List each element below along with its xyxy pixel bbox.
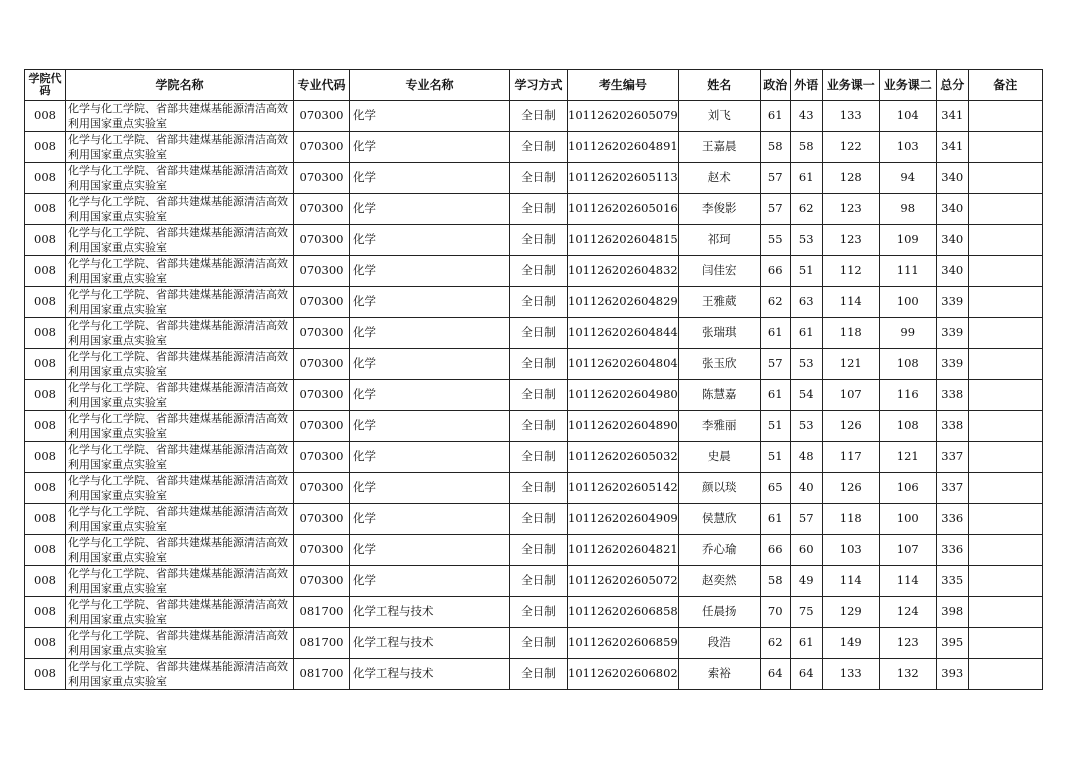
college-name-cell: 化学与化工学院、省部共建煤基能源清洁高效利用国家重点实验室 [66, 286, 294, 317]
exam-id-cell: 101126202604821 [568, 534, 679, 565]
total-score-cell: 338 [936, 410, 968, 441]
course-2-score-cell: 107 [879, 534, 936, 565]
course-1-score-cell: 121 [822, 348, 879, 379]
student-name-cell: 赵术 [678, 162, 760, 193]
course-1-score-cell: 128 [822, 162, 879, 193]
foreign-language-score-cell: 53 [790, 410, 822, 441]
student-name-cell: 段浩 [678, 627, 760, 658]
course-2-score-cell: 99 [879, 317, 936, 348]
header-total: 总分 [936, 70, 968, 101]
total-score-cell: 340 [936, 224, 968, 255]
college-code-cell: 008 [25, 286, 66, 317]
college-name-cell: 化学与化工学院、省部共建煤基能源清洁高效利用国家重点实验室 [66, 255, 294, 286]
major-code-cell: 070300 [294, 441, 350, 472]
college-name-cell: 化学与化工学院、省部共建煤基能源清洁高效利用国家重点实验室 [66, 441, 294, 472]
student-name-cell: 陈慧嘉 [678, 379, 760, 410]
header-foreign-language: 外语 [790, 70, 822, 101]
header-exam-id: 考生编号 [568, 70, 679, 101]
total-score-cell: 393 [936, 658, 968, 689]
course-2-score-cell: 100 [879, 286, 936, 317]
course-1-score-cell: 133 [822, 658, 879, 689]
student-name-cell: 赵奕然 [678, 565, 760, 596]
header-row [25, 70, 1043, 101]
exam-id-cell: 101126202605072 [568, 565, 679, 596]
student-name-cell: 乔心瑜 [678, 534, 760, 565]
college-code-cell: 008 [25, 162, 66, 193]
student-name-cell: 祁珂 [678, 224, 760, 255]
major-name-cell: 化学 [350, 379, 510, 410]
student-name-cell: 颜以琰 [678, 472, 760, 503]
total-score-cell: 335 [936, 565, 968, 596]
student-name-cell: 刘飞 [678, 100, 760, 131]
student-name-cell: 李俊影 [678, 193, 760, 224]
course-1-score-cell: 126 [822, 472, 879, 503]
table-row [25, 503, 1043, 534]
major-code-cell: 070300 [294, 286, 350, 317]
exam-id-cell: 101126202604980 [568, 379, 679, 410]
college-code-cell: 008 [25, 410, 66, 441]
table-row [25, 224, 1043, 255]
remarks-cell [968, 627, 1042, 658]
exam-id-cell: 101126202606802 [568, 658, 679, 689]
politics-score-cell: 66 [760, 534, 790, 565]
study-mode-cell: 全日制 [510, 472, 568, 503]
politics-score-cell: 57 [760, 193, 790, 224]
header-remarks: 备注 [968, 70, 1042, 101]
student-name-cell: 索裕 [678, 658, 760, 689]
major-code-cell: 070300 [294, 565, 350, 596]
header-college-name: 学院名称 [66, 70, 294, 101]
politics-score-cell: 61 [760, 503, 790, 534]
major-name-cell: 化学工程与技术 [350, 596, 510, 627]
college-name-cell: 化学与化工学院、省部共建煤基能源清洁高效利用国家重点实验室 [66, 503, 294, 534]
major-name-cell: 化学 [350, 193, 510, 224]
foreign-language-score-cell: 61 [790, 627, 822, 658]
remarks-cell [968, 193, 1042, 224]
college-name-cell: 化学与化工学院、省部共建煤基能源清洁高效利用国家重点实验室 [66, 162, 294, 193]
student-name-cell: 任晨扬 [678, 596, 760, 627]
course-2-score-cell: 106 [879, 472, 936, 503]
student-name-cell: 李雅丽 [678, 410, 760, 441]
college-name-cell: 化学与化工学院、省部共建煤基能源清洁高效利用国家重点实验室 [66, 534, 294, 565]
major-name-cell: 化学 [350, 131, 510, 162]
politics-score-cell: 62 [760, 627, 790, 658]
politics-score-cell: 57 [760, 162, 790, 193]
college-code-cell: 008 [25, 503, 66, 534]
college-code-cell: 008 [25, 255, 66, 286]
major-code-cell: 070300 [294, 503, 350, 534]
major-code-cell: 070300 [294, 193, 350, 224]
course-2-score-cell: 109 [879, 224, 936, 255]
college-code-cell: 008 [25, 441, 66, 472]
total-score-cell: 339 [936, 348, 968, 379]
foreign-language-score-cell: 57 [790, 503, 822, 534]
study-mode-cell: 全日制 [510, 162, 568, 193]
foreign-language-score-cell: 48 [790, 441, 822, 472]
remarks-cell [968, 658, 1042, 689]
politics-score-cell: 58 [760, 565, 790, 596]
course-2-score-cell: 104 [879, 100, 936, 131]
total-score-cell: 338 [936, 379, 968, 410]
college-code-cell: 008 [25, 565, 66, 596]
course-1-score-cell: 123 [822, 224, 879, 255]
major-name-cell: 化学 [350, 441, 510, 472]
study-mode-cell: 全日制 [510, 379, 568, 410]
table-row [25, 410, 1043, 441]
politics-score-cell: 57 [760, 348, 790, 379]
course-1-score-cell: 118 [822, 503, 879, 534]
total-score-cell: 339 [936, 317, 968, 348]
student-name-cell: 侯慧欣 [678, 503, 760, 534]
politics-score-cell: 66 [760, 255, 790, 286]
table-row [25, 286, 1043, 317]
politics-score-cell: 65 [760, 472, 790, 503]
course-2-score-cell: 98 [879, 193, 936, 224]
header-name: 姓名 [678, 70, 760, 101]
college-code-cell: 008 [25, 627, 66, 658]
header-study-mode: 学习方式 [510, 70, 568, 101]
table-row [25, 658, 1043, 689]
foreign-language-score-cell: 51 [790, 255, 822, 286]
major-name-cell: 化学 [350, 348, 510, 379]
study-mode-cell: 全日制 [510, 658, 568, 689]
major-name-cell: 化学 [350, 503, 510, 534]
college-code-cell: 008 [25, 472, 66, 503]
exam-id-cell: 101126202605113 [568, 162, 679, 193]
major-name-cell: 化学 [350, 255, 510, 286]
college-code-cell: 008 [25, 193, 66, 224]
study-mode-cell: 全日制 [510, 348, 568, 379]
foreign-language-score-cell: 63 [790, 286, 822, 317]
remarks-cell [968, 255, 1042, 286]
major-code-cell: 070300 [294, 131, 350, 162]
exam-id-cell: 101126202605142 [568, 472, 679, 503]
table-row [25, 348, 1043, 379]
college-name-cell: 化学与化工学院、省部共建煤基能源清洁高效利用国家重点实验室 [66, 224, 294, 255]
major-code-cell: 070300 [294, 379, 350, 410]
foreign-language-score-cell: 60 [790, 534, 822, 565]
remarks-cell [968, 286, 1042, 317]
major-code-cell: 070300 [294, 410, 350, 441]
course-2-score-cell: 114 [879, 565, 936, 596]
student-name-cell: 史晨 [678, 441, 760, 472]
study-mode-cell: 全日制 [510, 193, 568, 224]
header-politics: 政治 [760, 70, 790, 101]
college-code-cell: 008 [25, 658, 66, 689]
total-score-cell: 341 [936, 131, 968, 162]
study-mode-cell: 全日制 [510, 131, 568, 162]
course-1-score-cell: 114 [822, 565, 879, 596]
politics-score-cell: 51 [760, 410, 790, 441]
politics-score-cell: 70 [760, 596, 790, 627]
remarks-cell [968, 565, 1042, 596]
study-mode-cell: 全日制 [510, 441, 568, 472]
remarks-cell [968, 503, 1042, 534]
course-1-score-cell: 129 [822, 596, 879, 627]
course-1-score-cell: 107 [822, 379, 879, 410]
table-row [25, 317, 1043, 348]
study-mode-cell: 全日制 [510, 224, 568, 255]
exam-id-cell: 101126202604804 [568, 348, 679, 379]
politics-score-cell: 58 [760, 131, 790, 162]
study-mode-cell: 全日制 [510, 565, 568, 596]
exam-id-cell: 101126202604891 [568, 131, 679, 162]
remarks-cell [968, 162, 1042, 193]
course-2-score-cell: 121 [879, 441, 936, 472]
foreign-language-score-cell: 75 [790, 596, 822, 627]
remarks-cell [968, 472, 1042, 503]
remarks-cell [968, 534, 1042, 565]
table-row [25, 565, 1043, 596]
major-name-cell: 化学 [350, 410, 510, 441]
student-name-cell: 张玉欣 [678, 348, 760, 379]
politics-score-cell: 62 [760, 286, 790, 317]
foreign-language-score-cell: 49 [790, 565, 822, 596]
major-code-cell: 070300 [294, 348, 350, 379]
major-name-cell: 化学工程与技术 [350, 658, 510, 689]
major-name-cell: 化学 [350, 162, 510, 193]
table-row [25, 596, 1043, 627]
student-name-cell: 王嘉晨 [678, 131, 760, 162]
college-code-cell: 008 [25, 348, 66, 379]
study-mode-cell: 全日制 [510, 410, 568, 441]
foreign-language-score-cell: 62 [790, 193, 822, 224]
college-code-cell: 008 [25, 379, 66, 410]
remarks-cell [968, 224, 1042, 255]
total-score-cell: 340 [936, 193, 968, 224]
foreign-language-score-cell: 61 [790, 162, 822, 193]
college-name-cell: 化学与化工学院、省部共建煤基能源清洁高效利用国家重点实验室 [66, 348, 294, 379]
total-score-cell: 336 [936, 534, 968, 565]
study-mode-cell: 全日制 [510, 317, 568, 348]
remarks-cell [968, 410, 1042, 441]
student-name-cell: 张瑞琪 [678, 317, 760, 348]
exam-id-cell: 101126202605016 [568, 193, 679, 224]
major-code-cell: 070300 [294, 317, 350, 348]
course-2-score-cell: 124 [879, 596, 936, 627]
total-score-cell: 398 [936, 596, 968, 627]
foreign-language-score-cell: 61 [790, 317, 822, 348]
major-name-cell: 化学 [350, 534, 510, 565]
college-name-cell: 化学与化工学院、省部共建煤基能源清洁高效利用国家重点实验室 [66, 472, 294, 503]
foreign-language-score-cell: 64 [790, 658, 822, 689]
major-code-cell: 070300 [294, 224, 350, 255]
politics-score-cell: 51 [760, 441, 790, 472]
major-name-cell: 化学 [350, 565, 510, 596]
total-score-cell: 340 [936, 255, 968, 286]
college-code-cell: 008 [25, 131, 66, 162]
header-course-2: 业务课二 [879, 70, 936, 101]
politics-score-cell: 61 [760, 379, 790, 410]
course-2-score-cell: 132 [879, 658, 936, 689]
student-name-cell: 王雅葳 [678, 286, 760, 317]
foreign-language-score-cell: 54 [790, 379, 822, 410]
course-1-score-cell: 149 [822, 627, 879, 658]
total-score-cell: 341 [936, 100, 968, 131]
course-1-score-cell: 133 [822, 100, 879, 131]
table-row [25, 472, 1043, 503]
exam-id-cell: 101126202604815 [568, 224, 679, 255]
header-course-1: 业务课一 [822, 70, 879, 101]
course-2-score-cell: 111 [879, 255, 936, 286]
exam-id-cell: 101126202605032 [568, 441, 679, 472]
major-code-cell: 081700 [294, 596, 350, 627]
major-code-cell: 070300 [294, 162, 350, 193]
foreign-language-score-cell: 58 [790, 131, 822, 162]
major-name-cell: 化学 [350, 286, 510, 317]
major-code-cell: 070300 [294, 534, 350, 565]
remarks-cell [968, 441, 1042, 472]
course-1-score-cell: 122 [822, 131, 879, 162]
college-code-cell: 008 [25, 317, 66, 348]
remarks-cell [968, 100, 1042, 131]
major-code-cell: 070300 [294, 255, 350, 286]
college-name-cell: 化学与化工学院、省部共建煤基能源清洁高效利用国家重点实验室 [66, 100, 294, 131]
table-body [25, 100, 1043, 689]
college-name-cell: 化学与化工学院、省部共建煤基能源清洁高效利用国家重点实验室 [66, 627, 294, 658]
college-code-cell: 008 [25, 100, 66, 131]
table-row [25, 627, 1043, 658]
course-2-score-cell: 103 [879, 131, 936, 162]
college-name-cell: 化学与化工学院、省部共建煤基能源清洁高效利用国家重点实验室 [66, 658, 294, 689]
admission-score-table [24, 69, 1043, 690]
course-2-score-cell: 94 [879, 162, 936, 193]
total-score-cell: 336 [936, 503, 968, 534]
student-name-cell: 闫佳宏 [678, 255, 760, 286]
major-name-cell: 化学 [350, 317, 510, 348]
college-name-cell: 化学与化工学院、省部共建煤基能源清洁高效利用国家重点实验室 [66, 131, 294, 162]
major-code-cell: 070300 [294, 472, 350, 503]
college-code-cell: 008 [25, 224, 66, 255]
table-row [25, 162, 1043, 193]
exam-id-cell: 101126202604909 [568, 503, 679, 534]
exam-id-cell: 101126202604832 [568, 255, 679, 286]
course-1-score-cell: 123 [822, 193, 879, 224]
politics-score-cell: 61 [760, 100, 790, 131]
major-code-cell: 081700 [294, 627, 350, 658]
politics-score-cell: 61 [760, 317, 790, 348]
table-row [25, 193, 1043, 224]
table-row [25, 441, 1043, 472]
remarks-cell [968, 317, 1042, 348]
major-code-cell: 070300 [294, 100, 350, 131]
header-college-code: 学院代码 [25, 70, 66, 101]
total-score-cell: 395 [936, 627, 968, 658]
college-name-cell: 化学与化工学院、省部共建煤基能源清洁高效利用国家重点实验室 [66, 410, 294, 441]
total-score-cell: 337 [936, 441, 968, 472]
exam-id-cell: 101126202606858 [568, 596, 679, 627]
remarks-cell [968, 348, 1042, 379]
table-row [25, 379, 1043, 410]
course-2-score-cell: 100 [879, 503, 936, 534]
course-2-score-cell: 108 [879, 410, 936, 441]
foreign-language-score-cell: 53 [790, 348, 822, 379]
study-mode-cell: 全日制 [510, 255, 568, 286]
major-name-cell: 化学工程与技术 [350, 627, 510, 658]
course-1-score-cell: 118 [822, 317, 879, 348]
remarks-cell [968, 596, 1042, 627]
college-name-cell: 化学与化工学院、省部共建煤基能源清洁高效利用国家重点实验室 [66, 379, 294, 410]
study-mode-cell: 全日制 [510, 100, 568, 131]
exam-id-cell: 101126202606859 [568, 627, 679, 658]
exam-id-cell: 101126202604890 [568, 410, 679, 441]
politics-score-cell: 64 [760, 658, 790, 689]
exam-id-cell: 101126202604844 [568, 317, 679, 348]
exam-id-cell: 101126202605079 [568, 100, 679, 131]
table-row [25, 100, 1043, 131]
course-1-score-cell: 112 [822, 255, 879, 286]
major-name-cell: 化学 [350, 100, 510, 131]
course-1-score-cell: 114 [822, 286, 879, 317]
study-mode-cell: 全日制 [510, 503, 568, 534]
foreign-language-score-cell: 53 [790, 224, 822, 255]
college-name-cell: 化学与化工学院、省部共建煤基能源清洁高效利用国家重点实验室 [66, 317, 294, 348]
table-row [25, 255, 1043, 286]
major-code-cell: 081700 [294, 658, 350, 689]
college-code-cell: 008 [25, 534, 66, 565]
politics-score-cell: 55 [760, 224, 790, 255]
study-mode-cell: 全日制 [510, 534, 568, 565]
college-code-cell: 008 [25, 596, 66, 627]
study-mode-cell: 全日制 [510, 627, 568, 658]
total-score-cell: 339 [936, 286, 968, 317]
remarks-cell [968, 379, 1042, 410]
course-2-score-cell: 116 [879, 379, 936, 410]
table-row [25, 131, 1043, 162]
foreign-language-score-cell: 40 [790, 472, 822, 503]
course-1-score-cell: 103 [822, 534, 879, 565]
course-1-score-cell: 126 [822, 410, 879, 441]
total-score-cell: 337 [936, 472, 968, 503]
college-name-cell: 化学与化工学院、省部共建煤基能源清洁高效利用国家重点实验室 [66, 565, 294, 596]
table-row [25, 534, 1043, 565]
study-mode-cell: 全日制 [510, 286, 568, 317]
header-major-code: 专业代码 [294, 70, 350, 101]
total-score-cell: 340 [936, 162, 968, 193]
study-mode-cell: 全日制 [510, 596, 568, 627]
major-name-cell: 化学 [350, 224, 510, 255]
college-name-cell: 化学与化工学院、省部共建煤基能源清洁高效利用国家重点实验室 [66, 193, 294, 224]
remarks-cell [968, 131, 1042, 162]
course-2-score-cell: 123 [879, 627, 936, 658]
exam-id-cell: 101126202604829 [568, 286, 679, 317]
course-1-score-cell: 117 [822, 441, 879, 472]
foreign-language-score-cell: 43 [790, 100, 822, 131]
major-name-cell: 化学 [350, 472, 510, 503]
college-name-cell: 化学与化工学院、省部共建煤基能源清洁高效利用国家重点实验室 [66, 596, 294, 627]
course-2-score-cell: 108 [879, 348, 936, 379]
header-major-name: 专业名称 [350, 70, 510, 101]
